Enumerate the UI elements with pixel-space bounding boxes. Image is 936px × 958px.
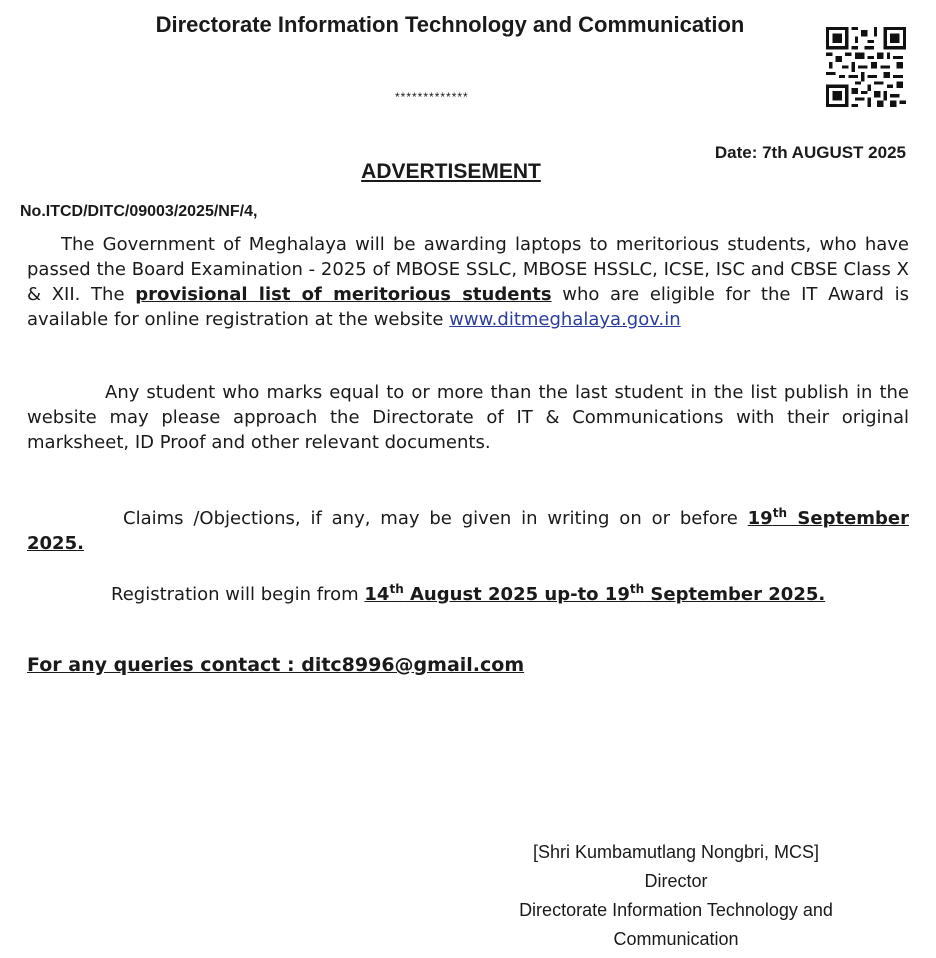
registration-start-day: 14: [364, 584, 390, 605]
paragraph-claims: [27, 506, 909, 556]
signatory-office: Directorate Information Technology and Communication: [519, 900, 833, 949]
qr-code[interactable]: [826, 27, 906, 107]
provisional-list-text: provisional list of meritorious students: [135, 284, 552, 305]
registration-start-suffix: th: [389, 582, 404, 596]
signatory-name: [Shri Kumbamutlang Nongbri, MCS]: [532, 842, 820, 862]
reference-number: No.ITCD/DITC/09003/2025/NF/4,: [20, 203, 258, 220]
claims-day: 19: [747, 508, 773, 529]
separator-stars: *************: [395, 90, 469, 104]
registration-end-month: September 2025.: [644, 584, 826, 605]
registration-dates: [364, 584, 825, 605]
intro-text: The Government of Meghalaya will be awarding laptops to meritorious students, who have passed the Board Examination - 2025 of MBOSE SSLC, MBOSE HSSLC, ICSE, ISC and CBSE Class X & XII. The: [27, 234, 909, 305]
paragraph-intro: [27, 232, 909, 332]
paragraph-registration: [27, 582, 909, 607]
date-label: Date: 7th AUGUST 2025: [714, 143, 906, 162]
contact-line[interactable]: For any queries contact : ditc8996@gmail.com: [27, 654, 525, 676]
website-link[interactable]: www.ditmeghalaya.gov.in: [449, 309, 681, 330]
registration-range: August 2025 up-to 19: [403, 584, 630, 605]
intro-text-2: who are eligible for the IT Award is available for online registration at the website: [27, 284, 909, 330]
signatory-designation: Director: [644, 871, 708, 891]
paragraph-eligibility: Any student who marks equal to or more than the last student in the list publish in the website may please approach the Directorate of IT & Communications with their original marksheet, ID Proof and other relevant documents.: [27, 382, 909, 453]
signature-block: [470, 838, 882, 954]
registration-text: Registration will begin from: [111, 584, 365, 605]
claims-text: Claims /Objections, if any, may be given in writing on or before: [123, 508, 748, 529]
claims-month: September 2025.: [27, 508, 909, 554]
claims-day-suffix: th: [772, 506, 787, 520]
page-title: Directorate Information Technology and Communication: [155, 12, 745, 37]
advertisement-heading: ADVERTISEMENT: [361, 160, 541, 183]
registration-end-suffix: th: [629, 582, 645, 596]
